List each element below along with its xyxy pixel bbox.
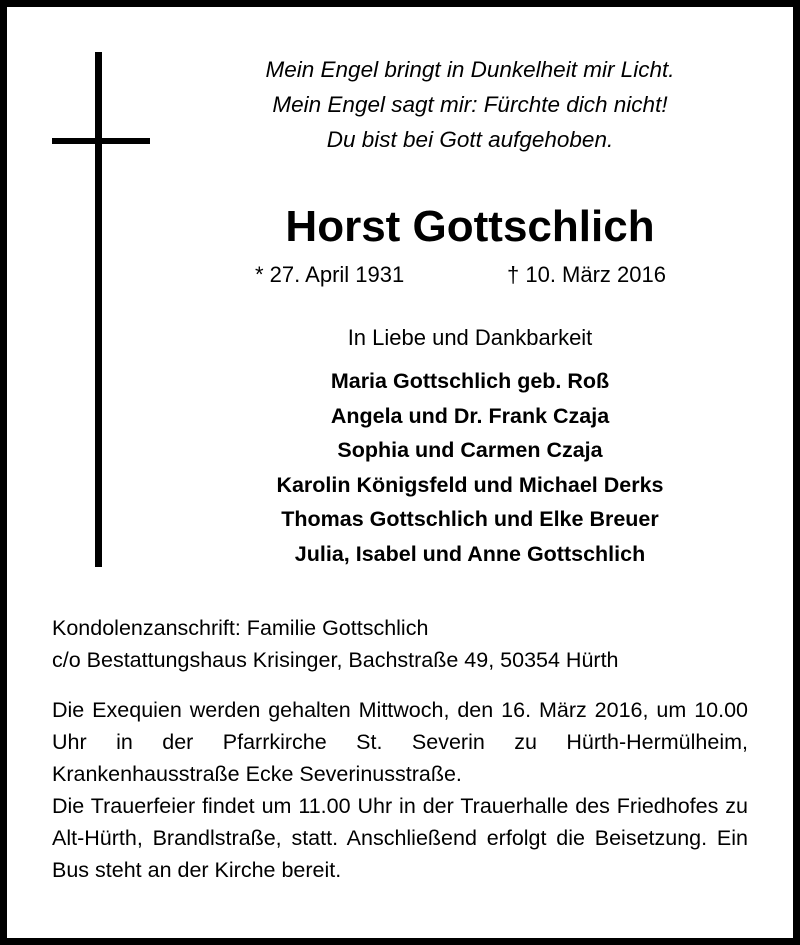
verse-line: Mein Engel sagt mir: Fürchte dich nicht! [272, 92, 668, 117]
tagline: In Liebe und Dankbarkeit [347, 325, 593, 350]
verse-line: Mein Engel bringt in Dunkelheit mir Licht. [265, 57, 675, 82]
verse-line: Du bist bei Gott aufgehoben. [326, 127, 614, 152]
condolence-line: c/o Bestattungshaus Krisinger, Bachstraße 49, 50354 Hürth [52, 648, 619, 672]
cross-icon [95, 52, 102, 567]
death-date: † 10. März 2016 [507, 262, 666, 287]
condolence-line: Kondolenzanschrift: Familie Gottschlich [52, 616, 429, 640]
mourner-name: Angela und Dr. Frank Czaja [330, 403, 610, 428]
condolence-address [52, 612, 752, 676]
mourner-name: Julia, Isabel und Anne Gottschlich [294, 541, 646, 566]
mourner-name: Karolin Königsfeld und Michael Derks [276, 472, 664, 497]
exequien-paragraph: Die Exequien werden gehalten Mittwoch, den 16. März 2016, um 10.00 Uhr in der Pfarrkirche St. Severin zu Hürth-Hermülheim, Krankenhausstraße Ecke Severinusstraße. [52, 698, 748, 786]
mourner-name: Maria Gottschlich geb. Roß [330, 369, 610, 393]
service-info [52, 694, 748, 886]
trauerfeier-paragraph: Die Trauerfeier findet um 11.00 Uhr in der Trauerhalle des Friedhofes zu Alt-Hürth, Brandlstraße, statt. Anschließend erfolgt die Beisetzung. Ein Bus steht an der Kirche bereit. [52, 794, 748, 882]
cross-icon-bar [52, 138, 150, 144]
deceased-name: Horst Gottschlich [285, 202, 655, 251]
mourner-name: Sophia und Carmen Czaja [337, 438, 603, 462]
mourners-list [200, 364, 740, 571]
verse [170, 52, 770, 157]
birth-date: * 27. April 1931 [255, 262, 405, 287]
mourner-name: Thomas Gottschlich und Elke Breuer [281, 507, 659, 531]
